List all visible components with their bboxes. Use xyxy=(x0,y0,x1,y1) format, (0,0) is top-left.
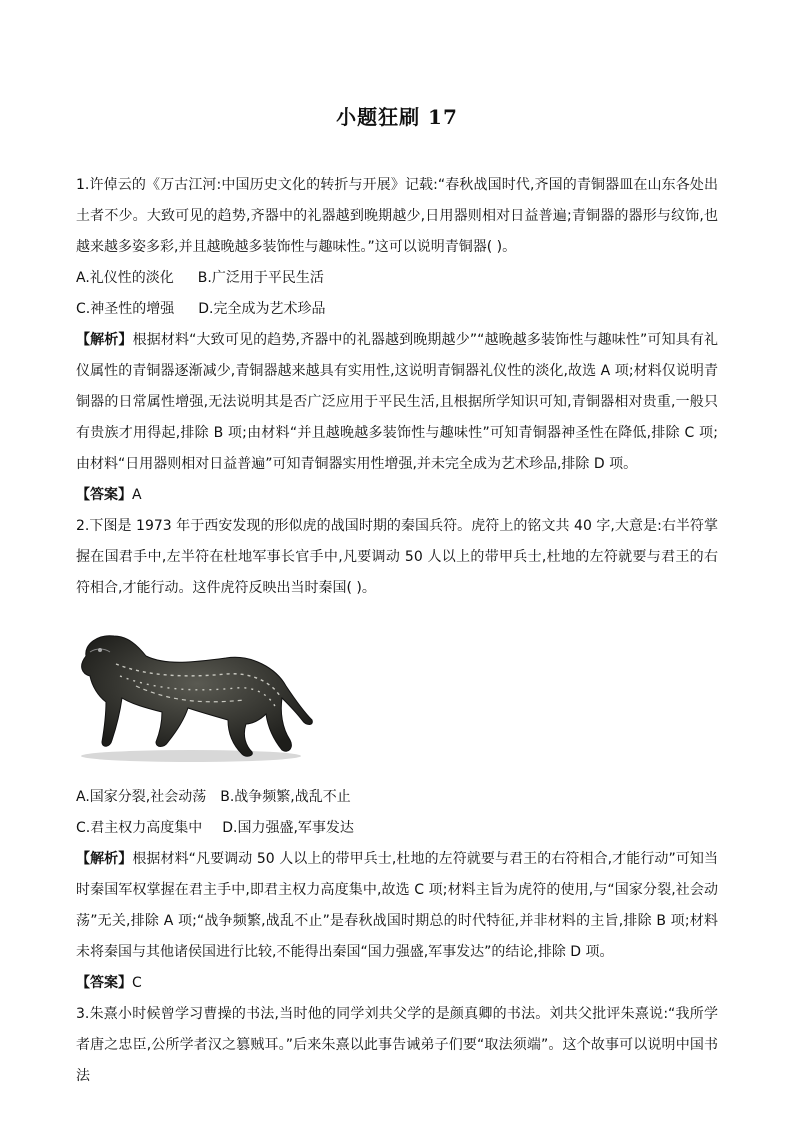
option-c: C.君主权力高度集中 xyxy=(76,820,203,836)
page-title: 小题狂刷 17 xyxy=(336,105,458,129)
question-2-answer xyxy=(76,968,718,999)
answer-tag: 【答案】 xyxy=(76,487,132,503)
question-2-options-ab xyxy=(76,782,718,813)
question-1-answer xyxy=(76,480,718,511)
question-1-options-cd xyxy=(76,294,718,325)
option-d: D.国力强盛,军事发达 xyxy=(222,820,354,836)
answer-value: C xyxy=(132,975,142,991)
question-2-stem: 2.下图是 1973 年于西安发现的形似虎的战国时期的秦国兵符。虎符上的铭文共 40 字,大意是:右半符掌握在国君手中,左半符在杜地军事长官手中,凡要调动 50 人以上的带甲兵士,杜地的左符就要与君王的右符相合,才能行动。这件虎符反映出当时秦国( )。 xyxy=(76,518,718,596)
answer-value: A xyxy=(132,487,142,503)
tiger-tally-image xyxy=(76,612,718,772)
analysis-tag: 【解析】 xyxy=(76,851,133,867)
tiger-tally-picture xyxy=(76,616,316,766)
option-c: C.神圣性的增强 xyxy=(76,301,175,317)
option-a: A.国家分裂,社会动荡 xyxy=(76,789,207,805)
option-b: B.广泛用于平民生活 xyxy=(197,270,324,286)
analysis-text: 根据材料“大致可见的趋势,齐器中的礼器越到晚期越少”“越晚越多装饰性与趣味性”可知具有礼仪属性的青铜器逐渐减少,青铜器越来越具有实用性,这说明青铜器礼仪性的淡化,故选 A 项;材料仅说明青铜器的日常属性增强,无法说明其是否广泛应用于平民生活,且根据所学知识可知,青铜器相对贵重,一般只有贵族才用得起,排除 B 项;由材料“并且越晚越多装饰性与趣味性”可知青铜器神圣性在降低,排除 C 项;由材料“日用器则相对日益普遍”可知青铜器实用性增强,并未完全成为艺术珍品,排除 D 项。 xyxy=(76,332,719,472)
answer-tag: 【答案】 xyxy=(76,975,132,991)
question-2-analysis xyxy=(76,844,718,968)
question-1-stem: 1.许倬云的《万古江河:中国历史文化的转折与开展》记载:“春秋战国时代,齐国的青铜器皿在山东各处出土者不少。大致可见的趋势,齐器中的礼器越到晚期越少,日用器则相对日益普遍;青铜器的器形与纹饰,也越来越多姿多彩,并且越晚越多装饰性与趣味性。”这可以说明青铜器( )。 xyxy=(76,177,718,255)
question-3-stem: 3.朱熹小时候曾学习曹操的书法,当时他的同学刘共父学的是颜真卿的书法。刘共父批评朱熹说:“我所学者唐之忠臣,公所学者汉之篡贼耳。”后来朱熹以此事告诫弟子们要“取法须端”。这个故事可以说明中国书法 xyxy=(76,1006,718,1084)
question-1-analysis xyxy=(76,325,718,480)
analysis-text: 根据材料“凡要调动 50 人以上的带甲兵士,杜地的左符就要与君王的右符相合,才能行动”可知当时秦国军权掌握在君主手中,即君主权力高度集中,故选 C 项;材料主旨为虎符的使用,与“国家分裂,社会动荡”无关,排除 A 项;“战争频繁,战乱不止”是春秋战国时期总的时代特征,并非材料的主旨,排除 B 项;材料未将秦国与其他诸侯国进行比较,不能得出秦国“国力强盛,军事发达”的结论,排除 D 项。 xyxy=(76,851,719,960)
option-b: B.战争频繁,战乱不止 xyxy=(220,789,351,805)
question-1-options-ab xyxy=(76,263,718,294)
option-a: A.礼仪性的淡化 xyxy=(76,270,174,286)
question-2-options-cd xyxy=(76,813,718,844)
option-d: D.完全成为艺术珍品 xyxy=(198,301,326,317)
analysis-tag: 【解析】 xyxy=(76,332,133,348)
document-body xyxy=(76,170,718,1092)
